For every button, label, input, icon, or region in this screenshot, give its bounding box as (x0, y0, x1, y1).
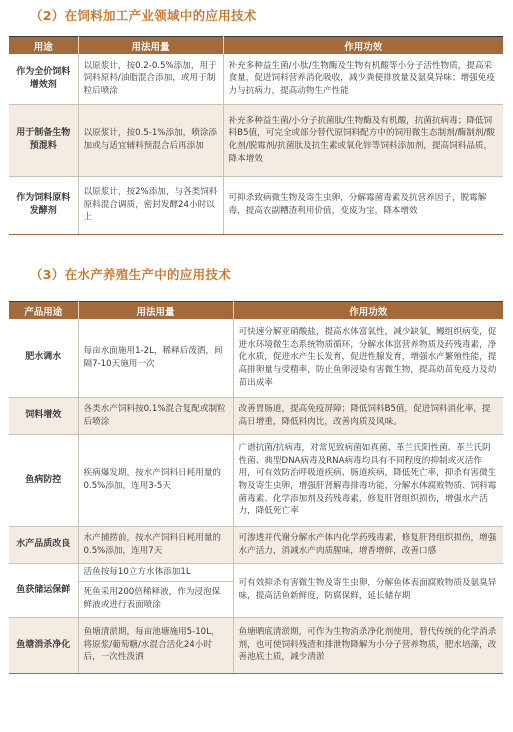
effect-cell: 广谱抗菌/抗病毒，对常见致病菌如真菌、革兰氏阳性菌、革兰氏阴性菌、典型DNA病毒及RNA病毒均具有不同程度的抑制或灭活作用，可有效防治呼吸道疾病、肠道疾病，降低死亡率，抑杀有害微生物及寄生虫卵，增强肝肾解毒排毒功能，分解水体腐败物质、饲料霉菌毒素、化学添加剂及药残毒素，修复肝肾组织损伤，增强水产活力，降低死亡率 (233, 434, 503, 526)
dosage-cell: 死鱼采用200倍稀释液，作为浸泡保鲜液或进行表面喷涂 (78, 581, 233, 617)
table-header-row (9, 302, 503, 320)
dosage-cell: 各类水产饲料按0.1%混合复配或制粒后喷涂 (78, 397, 233, 434)
use-cell: 鱼病防控 (9, 434, 78, 526)
effect-cell: 可渗透并代谢分解水产体内化学药残毒素，修复肝肾组织损伤，增强水产活力，消减水产肉质腥味，增香增鲜，改善口感 (233, 526, 503, 563)
effect-cell: 可快速分解亚硝酸盐，提高水体富氧性，减少缺氧，鳗组织病变，促进水环境微生态系统物质循环，分解水体富营养物质及药残毒素，净化水质，促进水产生长发育，促进性腺发育，增强水产繁殖性能，提高排卵量与受精率，防止鱼卵浸染有害微生物，提高幼苗免疫力及幼苗出成率 (233, 319, 503, 397)
effect-cell: 改善胃肠道，提高免疫屏障；降低饲料B5值，促进饲料消化率，提高日增重，降低料肉比，改善肉质及风味。 (233, 397, 503, 434)
effect-cell: 补充多种益生菌/小分子抗菌肽/生物酶及有机酸，抗菌抗病毒；降低饲料B5值，可完全或部分替代原饲料配方中的饲用微生态制剂/酶制剂/酸化剂/脱霉剂/抗菌肽及抗生素或氧化锌等饲料添加剂，提高饲料品质，降本增效 (223, 104, 503, 176)
column-header-dosage: 用法用量 (78, 302, 233, 320)
column-header-effect: 作用功效 (223, 37, 503, 55)
table-row (9, 526, 503, 563)
aquaculture-table (9, 301, 503, 674)
table-row (9, 104, 503, 176)
dosage-cell: 以原浆计，按0.2-0.5%添加，用于饲料原料/油脂混合添加，或用于制粒后喷涂 (78, 54, 223, 104)
column-header-use: 产品用途 (24, 306, 63, 318)
dosage-cell: 水产捕捞前，按水产饲料日耗用量的0.5%添加，连用7天 (78, 526, 233, 563)
effect-cell: 可抑杀致病微生物及寄生虫卵，分解霉菌毒素及抗营养因子，脱霉解毒，提高农副糟渣利用价值，变废为宝，降本增效 (223, 176, 503, 234)
use-cell: 水产品质改良 (9, 526, 78, 563)
use-cell: 用于制备生物预混料 (9, 104, 78, 176)
section-title-feed-processing: （2）在饲料加工产业领域中的应用技术 (30, 8, 257, 23)
dosage-cell: 以原浆计，按0.5-1%添加，喷涂添加或与适宜辅料预混合后再添加 (78, 104, 223, 176)
table-row (9, 54, 503, 104)
column-header-use: 用途 (33, 41, 53, 53)
table-row (9, 434, 503, 526)
table-row (9, 176, 503, 234)
use-cell: 鱼塘消杀净化 (9, 617, 78, 673)
use-cell: 作为饲料原料发酵剂 (9, 176, 78, 234)
use-cell: 肥水调水 (9, 319, 78, 397)
effect-cell: 可有效抑杀有害微生物及寄生虫卵，分解鱼体表面腐败物质及氨臭异味，提高活鱼新鲜度，防腐保鲜，延长储存期 (233, 563, 503, 617)
use-cell: 鱼获储运保鲜 (9, 563, 78, 617)
feed-processing-table (9, 36, 503, 235)
column-header-dosage: 用法用量 (78, 37, 223, 55)
dosage-cell: 疾病爆发期，按水产饲料日耗用量的0.5%添加，连用3-5天 (78, 434, 233, 526)
effect-cell: 鱼塘晒底清淤期，可作为生物消杀净化剂使用，替代传统的化学消杀剂，也可使饲料残渣和排泄物降解为小分子营养物质，肥水培藻，改善池底土质，减少清淤 (233, 617, 503, 673)
dosage-cell: 鱼塘清淤期，每亩池塘施用5-10L，将原浆/葡萄糖/水混合活化24小时后，一次性泼洒 (78, 617, 233, 673)
dosage-cell: 每亩水面施用1-2L，稀释后泼洒，间隔7-10天施用一次 (78, 319, 233, 397)
table-header-row (9, 37, 503, 55)
section-title-aquaculture: （3）在水产养殖生产中的应用技术 (30, 267, 231, 282)
table-row (9, 563, 503, 581)
use-cell: 作为全价饲料增效剂 (9, 54, 78, 104)
effect-cell: 补充多种益生菌/小肽/生物酶及生物有机酸等小分子活性物质，提高采食量，促进饲料营养消化吸收，减少粪便排放量及氨臭异味；增强免疫力与抗病力，提高动物生产性能 (223, 54, 503, 104)
table-row (9, 617, 503, 673)
table-row (9, 319, 503, 397)
use-cell: 饲料增效 (9, 397, 78, 434)
column-header-effect: 作用功效 (233, 302, 503, 320)
table-row (9, 397, 503, 434)
dosage-cell: 活鱼按每10立方水体添加1L (78, 563, 233, 581)
dosage-cell: 以原浆计，按2%添加，与各类饲料原料混合调质，密封发酵24小时以上 (78, 176, 223, 234)
